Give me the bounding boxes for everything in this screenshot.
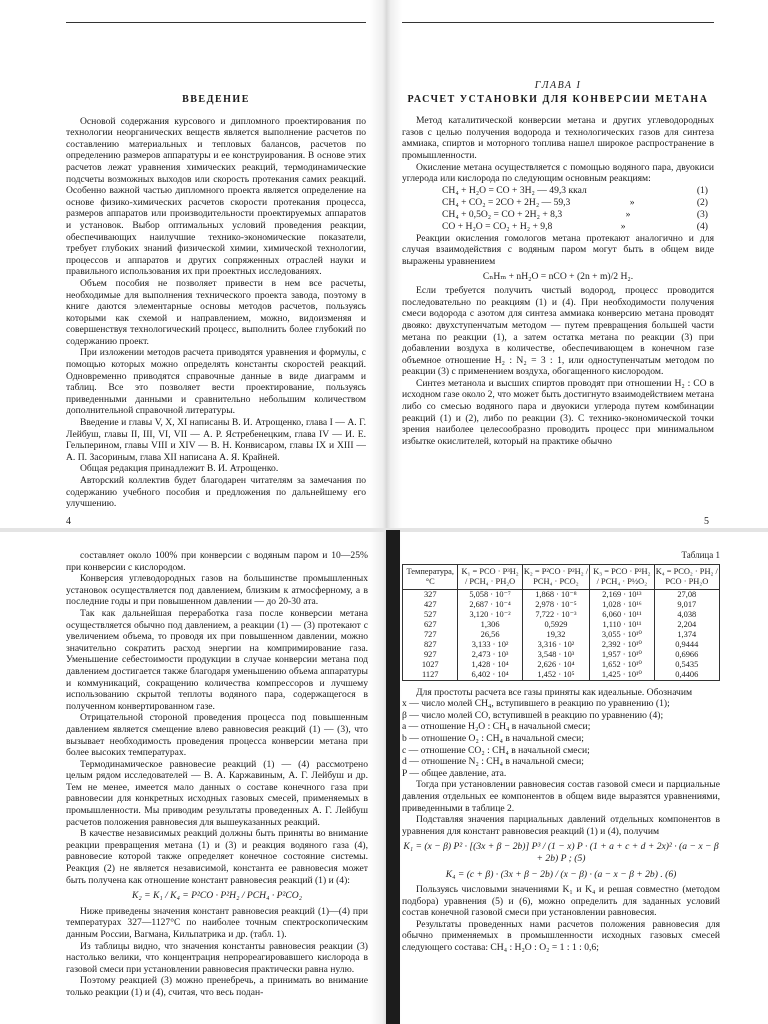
definition-list [402,698,720,779]
table-cell: 1,452 · 10⁵ [522,670,589,681]
table-cell: 2,978 · 10⁻⁵ [522,600,589,610]
table-cell: 1,957 · 10¹⁰ [590,650,654,660]
definition-item: β — число молей CO, вступившей в реакцию по уравнению (4); [402,709,664,721]
table-cell: 1,028 · 10¹⁶ [590,600,654,610]
k2-formula: K₂ = K₁ / K₄ = P²CO · P²H₂ / PCH₄ · P²CO₂ [131,890,303,902]
equation-list [402,185,714,233]
paragraph: Термодинамическое равновесие реакций (1) — (4) рассмотрено целым рядом исследователей — В. А. Каржавиным, А. Г. Лейбуш и др. Тем не менее, имеется мало данных о составе конечного газа при равновесии для конкретных исходных газовых смесей, применяемых в промышленности. Мы приводим результаты проведенных А. Г. Лейбуш расчетов положения равновесия для вышеуказанных реакций. [66,758,368,828]
paragraph: Поэтому реакцией (3) можно пренебречь, а принимать во внимание только реакции (1) и (4), считая, что весь подан- [66,975,368,998]
scan-shadow [386,530,400,1024]
definition-item: d — отношение N₂ : CH₄ в начальной смеси; [402,756,584,768]
paragraph: Общая редакция принадлежит В. И. Атрощенко. [80,463,279,475]
table-cell: 3,133 · 10² [458,640,522,650]
paragraph: Ниже приведены значения констант равновесия реакций (1)—(4) при температурах 327—1127°С по наиболее точным спектроскопическим данным России, Вагмана, Кильпатрика и др. (табл. 1). [66,905,368,940]
paragraph: Конверсия углеводородных газов на большинстве промышленных установок осуществляется под давлением, близким к атмосферному, а в последние годы и при повышенном давлении — до 20-30 ата. [66,573,368,608]
page-number: 4 [66,516,71,527]
definition-item: c — отношение CO₂ : CH₄ в начальной смеси; [402,744,590,756]
equation-unit: » [620,220,626,232]
table-cell: 3,055 · 10¹⁰ [590,630,654,640]
equation-row [402,221,714,233]
table-cell: 0,5929 [522,620,589,630]
table-cell: 1,110 · 10¹¹ [590,620,654,630]
page-left-lower [66,550,368,1020]
table-cell: 327 [403,589,458,600]
equation-number: (3) [696,208,708,220]
paragraph-list [66,906,368,999]
table-header-cell: K₁ = PCO · P³H₂ / PCH₄ · PH₂O [458,564,522,589]
paragraph-list [66,550,368,886]
definition-item: a — отношение H₂O : CH₄ в начальной смеси; [402,721,591,733]
page-number: 5 [704,516,709,527]
table-cell: 0,5435 [654,660,719,670]
page-right-lower [402,550,720,1020]
table-row [403,650,720,660]
formula-6: K₄ = (c + β) · (3x + β − 2b) / (x − β) · (a − x − β + 2b) . (6) [445,868,677,880]
paragraph: Авторский коллектив будет благодарен читателям за замечания по содержанию учебного пособия и предложения по дальнейшему его улучшению. [66,475,366,510]
table-cell: 1,428 · 10⁴ [458,660,522,670]
table-cell: 26,56 [458,630,522,640]
table-cell: 727 [403,630,458,640]
definition-item: b — отношение O₂ : CH₄ в начальной смеси; [402,732,584,744]
table-cell: 1027 [403,660,458,670]
paragraph: составляет около 100% при конверсии с водяным паром и 10—25% при конверсии с кислородом. [66,550,368,573]
paragraph: Синтез метанола и высших спиртов проводят при отношении H₂ : CO в исходном газе около 2, что может быть достигнуто взаимодействием метана либо со смесью водяного пара и двуокиси углерода путем комбинации реакций (1) и (2), либо по реакции (3). С технико-экономической точки зрения наиболее целесообразно проводить процесс при минимальном избытке окислителей, который на практике обычно [402,377,714,447]
table-row [403,640,720,650]
table-row [403,600,720,610]
paragraph: Введение и главы V, X, XI написаны В. И. Атрощенко, глава I — А. Г. Лейбуш, главы II, III, VI, VII — А. Р. Ястребенецким, глава IV — И. Е. Гельперином, главы VIII и XIV — В. Н. Конвисаром, главы IX и XIII — А. П. Засориным, глава XII написана А. Я. Крайней. [66,417,366,463]
table-cell: 827 [403,640,458,650]
table-header-cell: K₃ = PCO · P²H₂ / PCH₄ · P½O₂ [590,564,654,589]
equation-text: CH₄ + CO₂ = 2CO + 2H₂ — 59,3 [442,196,571,208]
table-cell: 1,306 [458,620,522,630]
paragraph: Из таблицы видно, что значения константы равновесия реакции (3) настолько велики, что концентрация непрореагировавшего кислорода в газовой смеси при установлении равновесия практически равна нулю. [66,940,368,975]
equation-unit: » [625,208,631,220]
paragraph: Отрицательной стороной проведения процесса под повышенным давлением является смещение влево равновесия реакций (1) — (3), что вызывает необходимость проведения процесса конверсии метана при более высоких температурах. [66,712,368,759]
table-cell: 1,425 · 10¹⁰ [590,670,654,681]
paragraph: Реакции окисления гомологов метана протекают аналогично и для случая взаимодействия с водяным паром могут быть в общем виде выражены уравнением [402,232,714,267]
table-cell: 1,868 · 10⁻⁸ [522,589,589,600]
equation-row [402,209,714,221]
equation-number: (2) [696,196,708,208]
equation-row [402,185,714,197]
equation-number: (4) [696,220,708,232]
paragraph: Пользуясь числовыми значениями K₁ и K₄ и решая совместно (методом подбора) уравнения (5) и (6), можно определить для заданных условий состав конечной газовой смеси при установлении равновесия. [402,884,720,919]
formula-5: K₁ = (x − β) P² · [(3x + β − 2b)] P³ / (1 − x) P · (1 + a + c + d + 2x)² · (a − x − β + 2b) P ; (5) [403,841,719,864]
paragraph: При изложении методов расчета приводятся уравнения и формулы, с помощью которых можно определять константы скоростей реакций. Одновременно приводятся справочные данные в виде диаграмм и таблиц. Все это позволяет вести проектирование, пользуясь приведенными данными и сравнительно небольшим количеством дополнительной справочной литературы. [66,347,366,417]
table-header-cell: K₄ = PCO₂ · PH₂ / PCO · PH₂O [654,564,719,589]
table-cell: 6,402 · 10⁴ [458,670,522,681]
table-cell: 0,6966 [654,650,719,660]
paragraph: Метод каталитической конверсии метана и других углеводородных газов с целью получения водорода и технологических газов для синтеза аммиака, спиртов и моторного топлива нашел широкое распространение в промышленности. [402,115,714,161]
equation-number: (1) [696,184,708,196]
equation-row [402,197,714,209]
page-introduction [66,36,366,512]
table-cell: 1127 [403,670,458,681]
general-equation: CₙHₘ + nH₂O = nCO + (2n + m)/2 H₂. [482,270,634,282]
table-cell: 7,722 · 10⁻³ [522,610,589,620]
table-header-cell: Температура, °С [403,564,458,589]
equilibrium-constants-table [402,564,720,681]
equation-unit [630,185,650,197]
table-header-row [403,564,720,589]
equation-text: CH₄ + 0,5O₂ = CO + 2H₂ + 8,3 [442,208,563,220]
paragraph: Тогда при установлении равновесия состав газовой смеси и парциальные давления отдельных ее компонентов в общем виде выразятся уравнениями, приведенными в таблице 2. [402,779,720,814]
table-cell: 27,08 [654,589,719,600]
paragraph: Результаты проведенных нами расчетов положения равновесия для обычно применяемых в промышленности исходных газовых смесей следующего состава: CH₄ : H₂O : O₂ = 1 : 1 : 0,6; [402,918,720,954]
paragraph: Если требуется получить чистый водород, процесс проводится последовательно по реакциям (1) и (4). При необходимости получения смеси водорода с азотом для синтеза аммиака конверсию метана проводят двояко: двухступенчатым методом — путем превращения большей части метана по реакции (1), а затем остатка метана по реакции (3) при добавлении воздуха в количестве, обеспечивающем в конечном газе объемное отношение H₂ : N₂ = 3 : 1, или одноступенчатым методом по реакции (3) с применением воздуха, обогащенного кислородом. [402,285,714,378]
table-caption: Таблица 1 [681,550,720,560]
table-cell: 9,017 [654,600,719,610]
table-cell: 6,060 · 10¹¹ [590,610,654,620]
table-cell: 1,374 [654,630,719,640]
table-cell: 0,9444 [654,640,719,650]
table-cell: 4,038 [654,610,719,620]
paragraph: В качестве независимых реакций должны быть приняты во внимание реакции превращения метана (1) и (3) и реакция водяного газа (4), равновесие которой также определяет конечное состояние системы. Реакция (2) не является независимой, константа ее равновесия может быть получена как отношение констант равновесия реакций (1) и (4): [66,828,368,886]
table-cell: 1,652 · 10¹⁰ [590,660,654,670]
table-cell: 627 [403,620,458,630]
table-cell: 2,169 · 10¹³ [590,589,654,600]
table-cell: 3,316 · 10² [522,640,589,650]
table-row [403,630,720,640]
paragraph: Объем пособия не позволяет привести в нем все расчеты, необходимые для выполнения технического проекта завода, поэтому в книге даются элементарные основы методов расчетов, пользуясь которыми как схемой и направлением, можно, видоизменяя и совершенствуя технологический процесс, выполнить более глубокий по содержанию проект. [66,277,366,347]
table-cell: 527 [403,610,458,620]
table-cell: 2,473 · 10³ [458,650,522,660]
paragraph: Окисление метана осуществляется с помощью водяного пара, двуокиси углерода или кислорода по следующим основным реакциям: [402,161,714,185]
paragraph: Подставляя значения парциальных давлений отдельных компонентов в уравнения для констант равновесия реакций (1) и (4), получим [402,814,720,837]
paragraph-list [66,116,366,510]
equation-unit: » [629,196,635,208]
page-title: ВВЕДЕНИЕ [182,94,250,105]
table-cell: 2,687 · 10⁻⁴ [458,600,522,610]
table-cell: 3,120 · 10⁻² [458,610,522,620]
table-header-cell: K₂ = P²CO · P²H₂ / PCH₄ · PCO₂ [522,564,589,589]
definition-item: x — число молей CH₄, вступившего в реакцию по уравнению (1); [402,698,670,710]
page-chapter-one [402,36,714,512]
table-row [403,610,720,620]
top-rule [402,22,714,23]
table-row [403,620,720,630]
table-cell: 3,548 · 10³ [522,650,589,660]
spread-divider [0,528,768,532]
chapter-title: РАСЧЕТ УСТАНОВКИ ДЛЯ КОНВЕРСИИ МЕТАНА [407,93,709,105]
table-row [403,589,720,600]
table-cell: 2,204 [654,620,719,630]
top-rule [66,22,366,23]
paragraph: Так как дальнейшая переработка газа после конверсии метана осуществляется обычно под давлением, а реакции (1) — (3) протекают с увеличением объема, то проводя их при повышенном давлении, можно значительно сократить расход энергии на компримирование газа. Уменьшение себестоимости продукции в случае конверсии метана под давлением достигается также благодаря уменьшению объема аппаратуры и коммуникаций, сокращению количества компрессоров и лучшему использованию скрытой теплоты водяного пара, содержащегося в полученном конвертированном газе. [66,607,368,712]
table-row [403,670,720,681]
paragraph: Основой содержания курсового и дипломного проектирования по технологии неорганических веществ является выполнение расчетов по составлению материальных и тепловых балансов, расчетов по определению размеров аппаратуры и ее конструирования. В основе этих расчетов лежат уравнения химических реакций, термодинамические подсчеты возможных выходов или скорость протекания самих реакций. Особенно важной частью дипломного проекта является определение на основе физико-химических расчетов скорости протекания процесса, размеров аппаратов или производительности проектируемых аппаратов и установок. Выбор оптимальных условий проведения реакции, обеспечивающих наилучшие технико-экономические показатели, требует глубоких знаний физической химии, химической технологии, процессов и аппаратов и других сопряженных отраслей науки и правильного использования их при проектных исследованиях. [66,115,366,278]
equation-text: CO + H₂O = CO₂ + H₂ + 9,8 [442,220,553,232]
table-cell: 5,058 · 10⁻⁷ [458,589,522,600]
table-cell: 927 [403,650,458,660]
table-cell: 0,4406 [654,670,719,681]
table-row [403,660,720,670]
table-cell: 427 [403,600,458,610]
equation-text: CH₄ + H₂O = CO + 3H₂ — 49,3 ккал [442,184,587,196]
definition-item: P — общее давление, ата. [402,767,507,779]
paragraph: Для простоты расчета все газы приняты как идеальные. Обозначим [416,686,693,698]
table-cell: 2,392 · 10¹⁰ [590,640,654,650]
chapter-label: ГЛАВА I [534,80,582,91]
table-cell: 19,32 [522,630,589,640]
table-cell: 2,626 · 10⁴ [522,660,589,670]
